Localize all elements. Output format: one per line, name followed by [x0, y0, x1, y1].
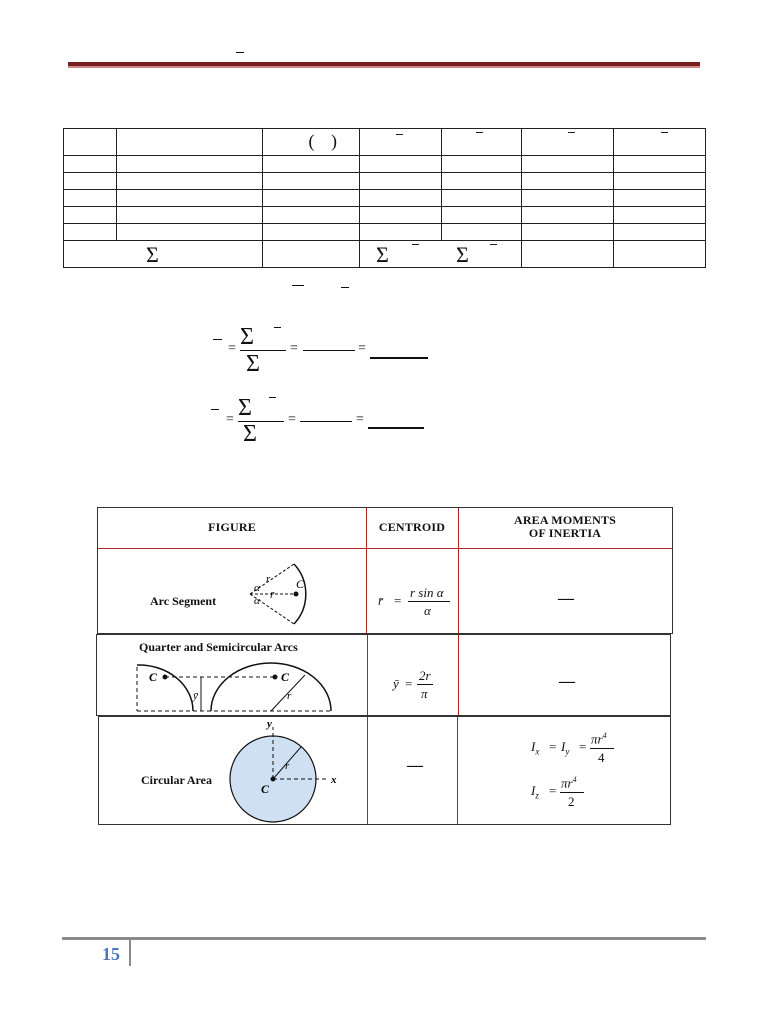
- arc-segment-diagram: [226, 558, 336, 630]
- bar-mark: [490, 244, 497, 245]
- circular-area-row: Circular Area y x r C — $I_x$ = $I_y$ = $\pi r^4$ 4 $I_z$ = $\pi r^4$ 2: [98, 716, 671, 825]
- cell: [522, 173, 614, 190]
- bar-mark: [661, 132, 668, 133]
- bar-mark: [396, 134, 403, 135]
- cell: [117, 224, 263, 241]
- sigma-symbol: Σ: [243, 421, 257, 447]
- table-row: [64, 207, 706, 224]
- cell: [117, 207, 263, 224]
- total-label-cell: [64, 241, 263, 268]
- reference-table-header-and-arc-row: [97, 507, 673, 634]
- ix-subscript: x: [535, 746, 540, 757]
- cell: [614, 156, 706, 173]
- quarter-arc: [137, 665, 193, 711]
- header-cell-xbar-a: [522, 129, 614, 156]
- ix-symbol: I: [531, 739, 536, 754]
- footer-rule: [62, 937, 706, 940]
- c-label: C: [261, 782, 270, 796]
- c-label: C: [149, 670, 158, 684]
- fraction-bar: [300, 421, 352, 422]
- cell: [360, 156, 442, 173]
- quarter-semicircle-diagram: [135, 653, 335, 713]
- equals-sign: =: [394, 593, 402, 608]
- cell: [442, 207, 522, 224]
- equals-sign: =: [405, 676, 413, 691]
- y-label: y: [267, 719, 272, 730]
- sigma-symbol: Σ: [146, 242, 159, 267]
- ix-numerator: πr: [591, 731, 603, 747]
- iz-denominator: 2: [568, 794, 575, 809]
- header-cell-ybar: [442, 129, 522, 156]
- ix-exponent: 4: [602, 731, 607, 740]
- total-cell: [522, 241, 614, 268]
- footer-divider: [129, 940, 131, 966]
- cell: [64, 173, 117, 190]
- sigma-symbol: Σ: [456, 242, 469, 267]
- centroid-denominator: π: [421, 686, 428, 701]
- bar-mark: [568, 132, 575, 133]
- table-header-row: [64, 129, 706, 156]
- rbar-label: r̄: [270, 589, 275, 601]
- cell: [263, 207, 360, 224]
- header-centroid: CENTROID: [378, 520, 446, 534]
- header-cell-area: [263, 129, 360, 156]
- cell: [117, 156, 263, 173]
- fraction-bar: [303, 350, 355, 351]
- table-row: [64, 156, 706, 173]
- fraction-bar: [408, 601, 450, 602]
- header-moments-line1: AREA MOMENTS: [513, 513, 617, 527]
- cell: [614, 224, 706, 241]
- cell: [64, 224, 117, 241]
- bar-mark: [211, 409, 219, 410]
- cell: [360, 190, 442, 207]
- alpha-label: α: [254, 595, 260, 607]
- centroid-dot: [294, 592, 299, 597]
- page-number: 15: [102, 944, 120, 964]
- cell: [614, 190, 706, 207]
- cell: [117, 190, 263, 207]
- total-area-cell: [263, 241, 360, 268]
- header-cell-ybar-a: [614, 129, 706, 156]
- answer-underline: [370, 357, 428, 359]
- bar-mark: [274, 327, 281, 328]
- fraction-bar: [560, 792, 584, 793]
- c-label: C: [281, 670, 290, 684]
- cell: [263, 173, 360, 190]
- centroid-dot: [273, 675, 278, 680]
- iz-numerator: πr: [561, 775, 573, 791]
- moments-dash: —: [558, 590, 574, 607]
- cell: [614, 173, 706, 190]
- quarter-semicircle-row: [96, 634, 671, 716]
- cell: [522, 224, 614, 241]
- iy-subscript: y: [565, 746, 570, 757]
- cell: [442, 190, 522, 207]
- circular-area-label: Circular Area: [141, 773, 212, 787]
- cell: [442, 224, 522, 241]
- bar-mark: [292, 285, 304, 286]
- cell: [522, 156, 614, 173]
- cell: [64, 156, 117, 173]
- header-rule-light: [68, 66, 700, 68]
- answer-underline: [368, 427, 424, 429]
- bar-mark: [412, 244, 419, 245]
- quarter-semicircle-label: Quarter and Semicircular Arcs: [139, 640, 298, 654]
- semicircle-arc: [211, 663, 331, 711]
- r-label: r: [266, 573, 271, 585]
- bar-mark: [213, 339, 222, 340]
- sigma-symbol: Σ: [240, 324, 254, 350]
- centroid-dot: [271, 777, 276, 782]
- centroid-numerator: 2r: [419, 668, 431, 683]
- centroid-denominator: α: [424, 603, 431, 618]
- cell: [522, 207, 614, 224]
- total-cell: [614, 241, 706, 268]
- circular-area-diagram: [225, 719, 351, 823]
- cell: [117, 173, 263, 190]
- bar-mark: [476, 132, 483, 133]
- bar-mark: [269, 397, 276, 398]
- cell: [522, 190, 614, 207]
- cell: [442, 173, 522, 190]
- bar-mark: [341, 287, 349, 288]
- iz-symbol: I: [531, 783, 536, 798]
- total-moment-cell: [360, 241, 522, 268]
- iz-exponent: 4: [572, 775, 577, 784]
- ix-denominator: 4: [598, 750, 605, 765]
- cell: [263, 224, 360, 241]
- header-moments-line2: OF INERTIA: [528, 526, 602, 540]
- column-separator: [367, 717, 368, 824]
- cell: [360, 207, 442, 224]
- header-cell: [64, 129, 117, 156]
- column-separator: [458, 635, 459, 715]
- sigma-symbol: Σ: [376, 242, 389, 267]
- header-cell: [117, 129, 263, 156]
- cell: [442, 156, 522, 173]
- centroid-dash: —: [407, 757, 423, 774]
- centroid-numerator: r sin α: [410, 585, 444, 600]
- alpha-label: α: [254, 582, 260, 594]
- moments-dash: —: [559, 673, 575, 690]
- summary-table: [63, 128, 706, 268]
- header-separator: [98, 548, 672, 549]
- cell: [64, 207, 117, 224]
- table-row: [64, 190, 706, 207]
- header-cell-xbar: [360, 129, 442, 156]
- column-separator: [457, 717, 458, 824]
- sigma-symbol: Σ: [238, 395, 252, 421]
- table-total-row: [64, 241, 706, 268]
- cell: [263, 190, 360, 207]
- r-label: r: [285, 760, 290, 772]
- header-figure: FIGURE: [208, 520, 256, 534]
- iy-symbol: I: [561, 739, 566, 754]
- header-tick-mark: [236, 52, 244, 53]
- column-separator: [367, 635, 368, 715]
- cell: [263, 156, 360, 173]
- cell: [360, 224, 442, 241]
- iz-subscript: z: [535, 790, 539, 801]
- ybar-label: ȳ: [193, 690, 198, 702]
- c-label: C: [296, 577, 305, 591]
- sigma-symbol: Σ: [246, 351, 260, 377]
- centroid-lhs: r̄: [378, 593, 384, 608]
- paren-text: ( ): [308, 131, 343, 151]
- fraction-bar: [417, 684, 433, 685]
- centroid-dot: [163, 675, 168, 680]
- r-label: r: [287, 690, 292, 702]
- cell: [64, 190, 117, 207]
- cell: [614, 207, 706, 224]
- centroid-lhs: ȳ: [393, 676, 399, 691]
- fraction-bar: [590, 748, 614, 749]
- table-row: [64, 173, 706, 190]
- table-row: [64, 224, 706, 241]
- cell: [360, 173, 442, 190]
- arc-segment-label: Arc Segment: [150, 594, 217, 608]
- x-label: x: [331, 774, 337, 786]
